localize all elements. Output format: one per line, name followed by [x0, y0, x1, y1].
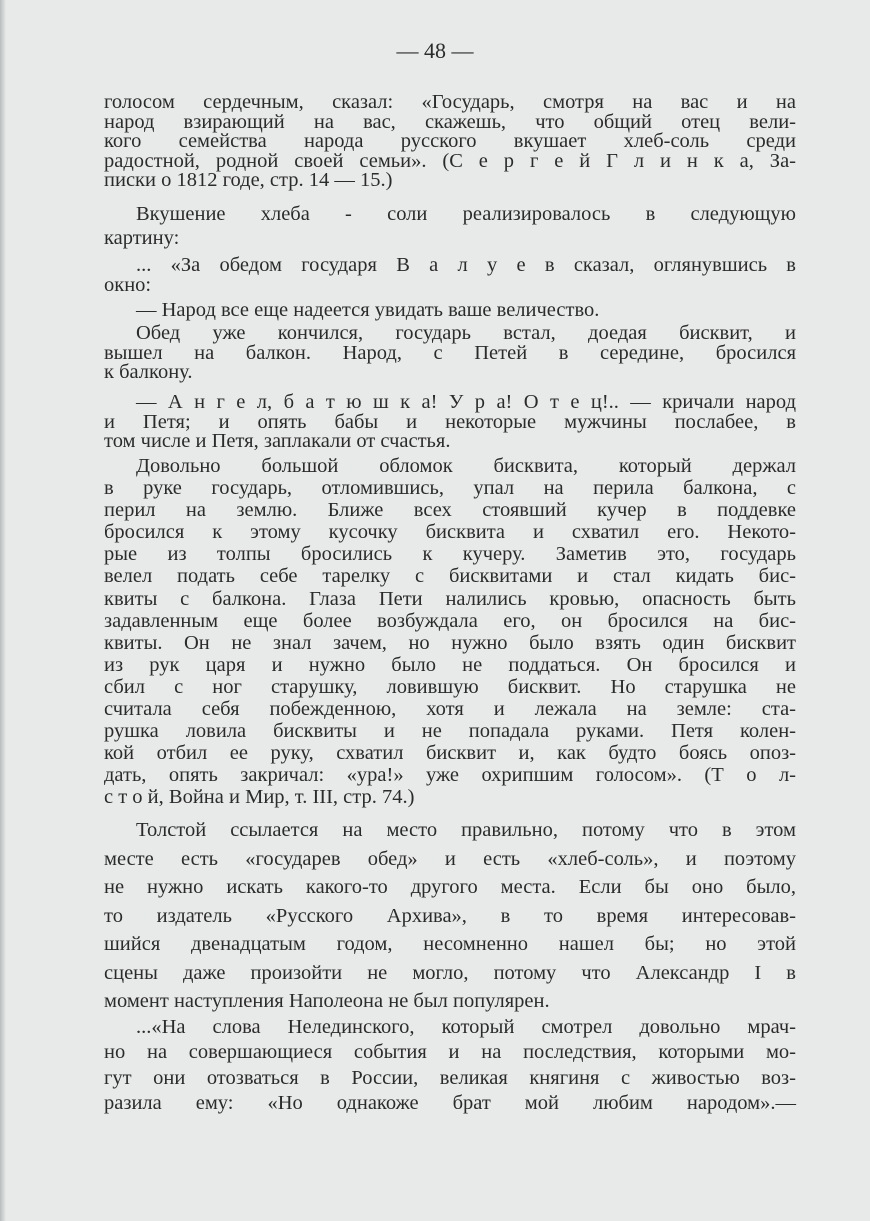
text-line: Довольно большой обломок бисквита, который держал — [136, 455, 796, 477]
text-line: дать, опять закричал: «ура!» уже охрипшим голосом». (Т о л- — [104, 764, 796, 787]
text-line: том числе и Петя, заплакали от счастья. — [104, 430, 451, 452]
paragraph — [104, 816, 796, 1016]
paragraph — [104, 393, 796, 452]
text-line: из рук царя и нужно было не поддаться. Он бросился и — [104, 653, 796, 676]
text-line: месте есть «государев обед» и есть «хлеб-соль», и поэтому — [104, 847, 796, 870]
text-line: бросился к этому кусочку бисквита и схватил его. Некото- — [104, 521, 796, 544]
text-line: картину: — [104, 227, 180, 249]
text-line: перил на землю. Ближе всех стоявший кучер в поддевке — [104, 499, 796, 522]
text-line: разила ему: «Но однакоже брат мой любим народом».— — [104, 1091, 796, 1114]
text-line: писки о 1812 годе, стр. 14 — 15.) — [104, 169, 393, 191]
paragraph — [104, 1015, 796, 1116]
text-line: сцены даже произойти не могло, потому что Александр I в — [104, 961, 796, 984]
text-line: вышел на балкон. Народ, с Петей в середине, бросился — [104, 341, 796, 364]
text-line: Толстой ссылается на место правильно, потому что в этом — [136, 819, 796, 841]
paragraph — [104, 455, 796, 809]
text-line: голосом сердечным, сказал: «Государь, смотря на вас и на — [104, 91, 796, 113]
text-line: считала себя побежденною, хотя и лежала на земле: ста- — [104, 698, 796, 721]
text-line: ... «За обедом государя В а л у е в сказал, оглянувшись в — [136, 254, 796, 276]
paragraph — [104, 255, 796, 295]
text-line: сбил с ног старушку, ловившую бисквит. Но старушка не — [104, 675, 796, 698]
text-line: в руке государь, отломившись, упал на перила балкона, с — [104, 477, 796, 500]
paragraph — [104, 202, 796, 250]
text-line: народ взирающий на вас, скажешь, что общий отец вели- — [104, 110, 796, 133]
text-line: шийся двенадцатым годом, несомненно нашел бы; но этой — [104, 933, 796, 955]
text-line: — Народ все еще надеется увидать ваше величество. — [136, 299, 600, 321]
text-line: с т о й, Война и Мир, т. III, стр. 74.) — [104, 786, 415, 809]
text-line: Обед уже кончился, государь встал, доедая бисквит, и — [136, 322, 796, 344]
text-line: кого семейства народа русского вкушает хлеб-соль среди — [104, 130, 796, 152]
text-line: квиты с балкона. Глаза Пети налились кровью, опасность быть — [104, 587, 796, 610]
text-line: к балкону. — [104, 361, 193, 383]
text-line: радостной, родной своей семьи». (С е р г е й Г л и н к а, За- — [104, 149, 796, 172]
text-line: не нужно искать какого-то другого места. Если бы оно было, — [104, 876, 796, 898]
text-line: рушка ловила бисквиты и не попадала руками. Петя колен- — [104, 720, 796, 743]
text-line: момент наступления Наполеона не был популярен. — [104, 990, 550, 1012]
page-number: — 48 — — [396, 38, 474, 63]
paragraph — [104, 300, 796, 320]
text-line: — А н г е л, б а т ю ш к а! У р а! О т е ц!.. — кричали народ — [136, 391, 796, 413]
scan-edge — [0, 0, 6, 1221]
text-line: но на совершающиеся события и на последствия, которыми мо- — [104, 1041, 796, 1064]
text-line: и Петя; и опять бабы и некоторые мужчины послабее, в — [104, 410, 796, 433]
text-line: квиты. Он не знал зачем, но нужно было взять один бисквит — [104, 631, 796, 654]
text-line: велел подать себе тарелку с бисквитами и стал кидать бис- — [104, 565, 796, 588]
text-line: гут они отозваться в России, великая княгиня с живостью воз- — [104, 1066, 796, 1089]
text-line: то издатель «Русского Архива», в то время интересовав- — [104, 904, 796, 927]
text-line: ...«На слова Нелединского, который смотрел довольно мрач- — [136, 1016, 796, 1038]
paragraph — [104, 93, 796, 191]
text-line: кой отбил ее руку, схватил бисквит и, как будто боясь опоз- — [104, 742, 796, 765]
text-line: рые из толпы бросились к кучеру. Заметив это, государь — [104, 543, 796, 566]
text-line: Вкушение хлеба - соли реализировалось в следующую — [136, 203, 796, 225]
text-line: окно: — [104, 274, 152, 296]
paragraph — [104, 324, 796, 383]
text-line: задавленным еще более возбуждала его, он бросился на бис- — [104, 609, 796, 632]
